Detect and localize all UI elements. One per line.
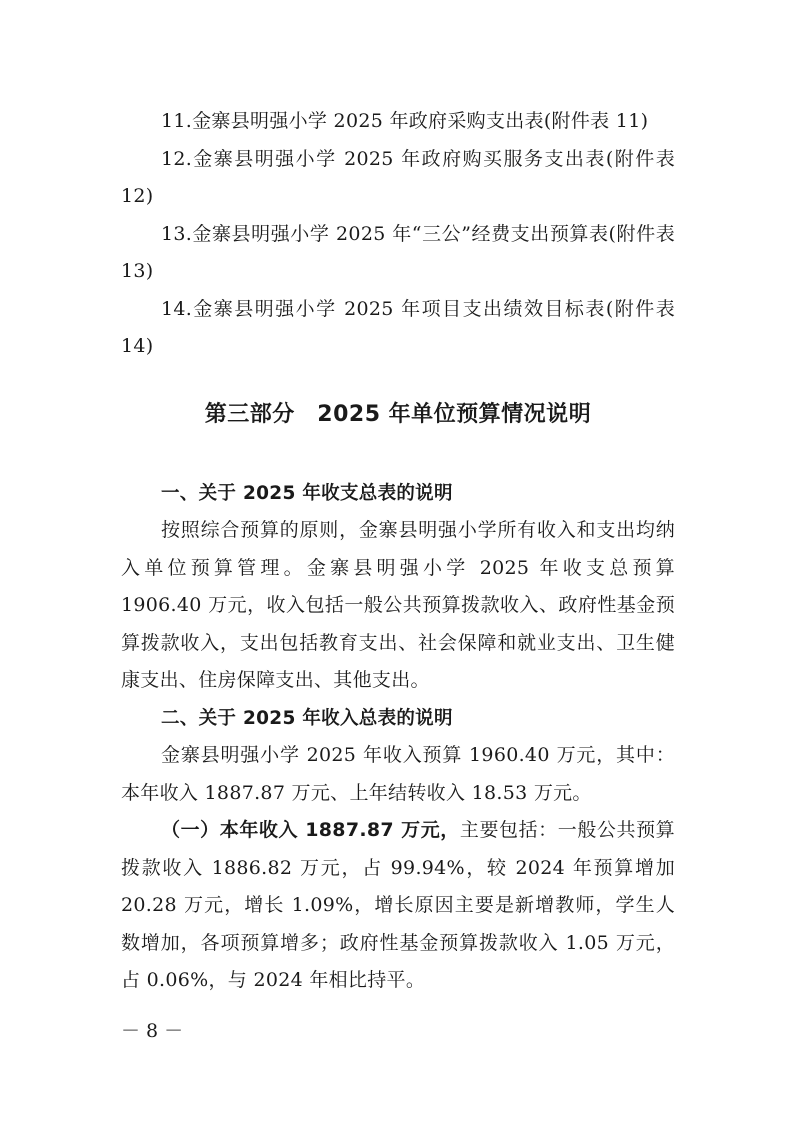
page-content: [121, 103, 675, 1000]
section-heading-2: 二、关于 2025 年收入总表的说明: [161, 707, 453, 729]
section-heading-1: 一、关于 2025 年收支总表的说明: [161, 482, 453, 504]
list-item-11: 11.金寨县明强小学 2025 年政府采购支出表(附件表 11): [161, 110, 649, 132]
section-body-1: 按照综合预算的原则，金寨县明强小学所有收入和支出均纳入单位预算管理。金寨县明强小学 2025 年收支总预算 1906.40 万元，收入包括一般公共预算拨款收入、政府性基金预算拨款收入，支出包括教育支出、社会保障和就业支出、卫生健康支出、住房保障支出、其他支出。: [121, 519, 675, 691]
part-title: 第三部分 2025 年单位预算情况说明: [204, 401, 592, 427]
section-body-2: 金寨县明强小学 2025 年收入预算 1960.40 万元，其中：本年收入 1887.87 万元、上年结转收入 18.53 万元。: [121, 744, 675, 804]
subsection-lead-1: （一）本年收入 1887.87 万元，: [161, 819, 460, 841]
subsection-paragraph-1: [121, 812, 675, 1000]
list-item-12: 12.金寨县明强小学 2025 年政府购买服务支出表(附件表 12): [121, 147, 675, 207]
page-number: － 8 －: [121, 1020, 184, 1042]
subsection-body-1: 主要包括：一般公共预算拨款收入 1886.82 万元，占 99.94%，较 2024 年预算增加 20.28 万元，增长 1.09%，增长原因主要是新增教师，学生人数增加，各项预算增多；政府性基金预算拨款收入 1.05 万元，占 0.06%，与 2024 年相比持平。: [121, 819, 675, 991]
list-item-14: 14.金寨县明强小学 2025 年项目支出绩效目标表(附件表 14): [121, 297, 675, 357]
list-item-13: 13.金寨县明强小学 2025 年“三公”经费支出预算表(附件表 13): [121, 222, 675, 282]
